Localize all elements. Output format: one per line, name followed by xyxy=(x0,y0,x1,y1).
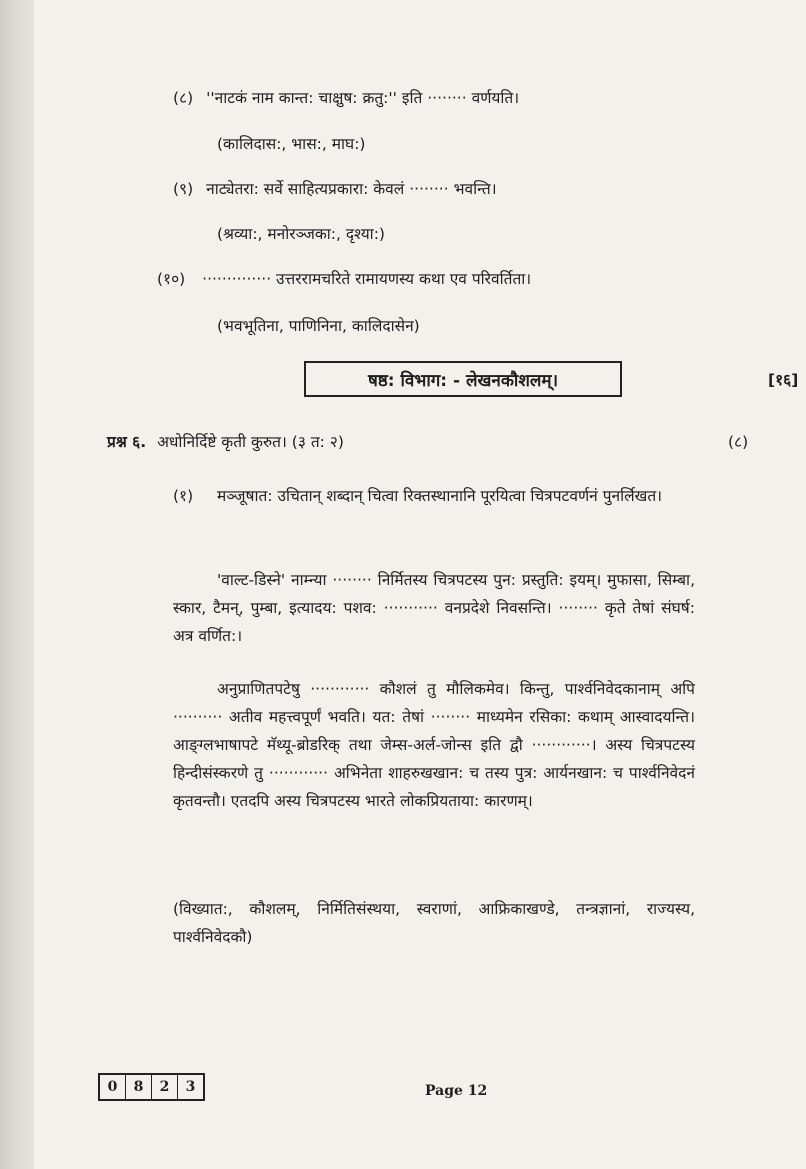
page-number: Page 12 xyxy=(425,1083,488,1099)
item-9-options: (श्रव्या:, मनोरञ्जका:, दृश्या:) xyxy=(217,225,385,243)
code-digit: 8 xyxy=(126,1075,152,1099)
item-number: (१०) xyxy=(157,270,186,288)
item-10-options: (भवभूतिना, पाणिनिना, कालिदासेन) xyxy=(217,317,420,335)
paragraph-2: अनुप्राणितपटेषु ············ कौशलं तु मौलिकमेव। किन्तु, पार्श्वनिवेदकानाम् अपि ·········· अतीव महत्त्वपूर्णं भवति। यत: तेषां ········ माध्यमेन रसिका: कथाम् आस्वादयन्ति। आङ्ग्लभाषापटे मॅथ्यू-ब्रोडरिक् तथा जेम्स-अर्ल-जोन्स इति द्वौ ············। अस्य चित्रपटस्य हिन्दीसंस्करणे तु ············ अभिनेता शाहरुखखान: च तस्य पुत्र: आर्यनखान: च पार्श्वनिवेदनं कृतवन्तौ। एतदपि अस्य चित्रपटस्य भारते लोकप्रियताया: कारणम्। xyxy=(173,680,695,810)
paper-code-box xyxy=(98,1073,205,1101)
question-label: प्रश्न ६. xyxy=(107,433,147,451)
item-text: ''नाटकं नाम कान्त: चाक्षुष: क्रतु:'' इति ········ वर्णयति। xyxy=(206,89,520,107)
sub-instruction: मञ्जूषात: उचितान् शब्दान् चित्वा रिक्तस्थानानि पूरयित्वा चित्रपटवर्णनं पुनर्लिखत। xyxy=(217,487,663,505)
item-number: (९) xyxy=(173,180,194,198)
item-number: (८) xyxy=(173,89,194,107)
word-box-options: (विख्यात:, कौशलम्, निर्मितिसंस्थया, स्वराणां, आफ्रिकाखण्डे, तन्त्रज्ञानां, राज्यस्य, पार्श्वनिवेदकौ) xyxy=(173,900,695,946)
question-text: अधोनिर्दिष्टे कृती कुरुत। (३ त: २) xyxy=(157,433,344,451)
item-8 xyxy=(173,88,519,108)
sub-number: (१) xyxy=(173,487,194,505)
section-marks: [१६] xyxy=(768,371,799,389)
code-digit: 2 xyxy=(152,1075,178,1099)
question-6 xyxy=(107,432,344,452)
item-text: ·············· उत्तररामचरिते रामायणस्य कथा एव परिवर्तिता। xyxy=(202,270,532,288)
section-heading: षष्ठ: विभाग: - लेखनकौशलम्। xyxy=(304,361,622,397)
item-8-options: (कालिदास:, भास:, माघ:) xyxy=(217,135,366,153)
code-digit: 0 xyxy=(100,1075,126,1099)
item-10 xyxy=(157,269,531,289)
code-digit: 3 xyxy=(185,1079,196,1095)
item-9 xyxy=(173,179,497,199)
paragraph-1: 'वाल्ट-डिस्ने' नाम्न्या ········ निर्मितस्य चित्रपटस्य पुन: प्रस्तुति: इयम्। मुफासा, सिम्बा, स्कार, टैमन्, पुम्बा, इत्यादय: पशव: ··········· वनप्रदेशे निवसन्ति। ········ कृते तेषां संघर्ष: अत्र वर्णित:। xyxy=(173,571,695,645)
item-text: नाट्येतरा: सर्वे साहित्यप्रकारा: केवलं ········ भवन्ति। xyxy=(206,180,497,198)
question-marks: (८) xyxy=(728,433,749,451)
